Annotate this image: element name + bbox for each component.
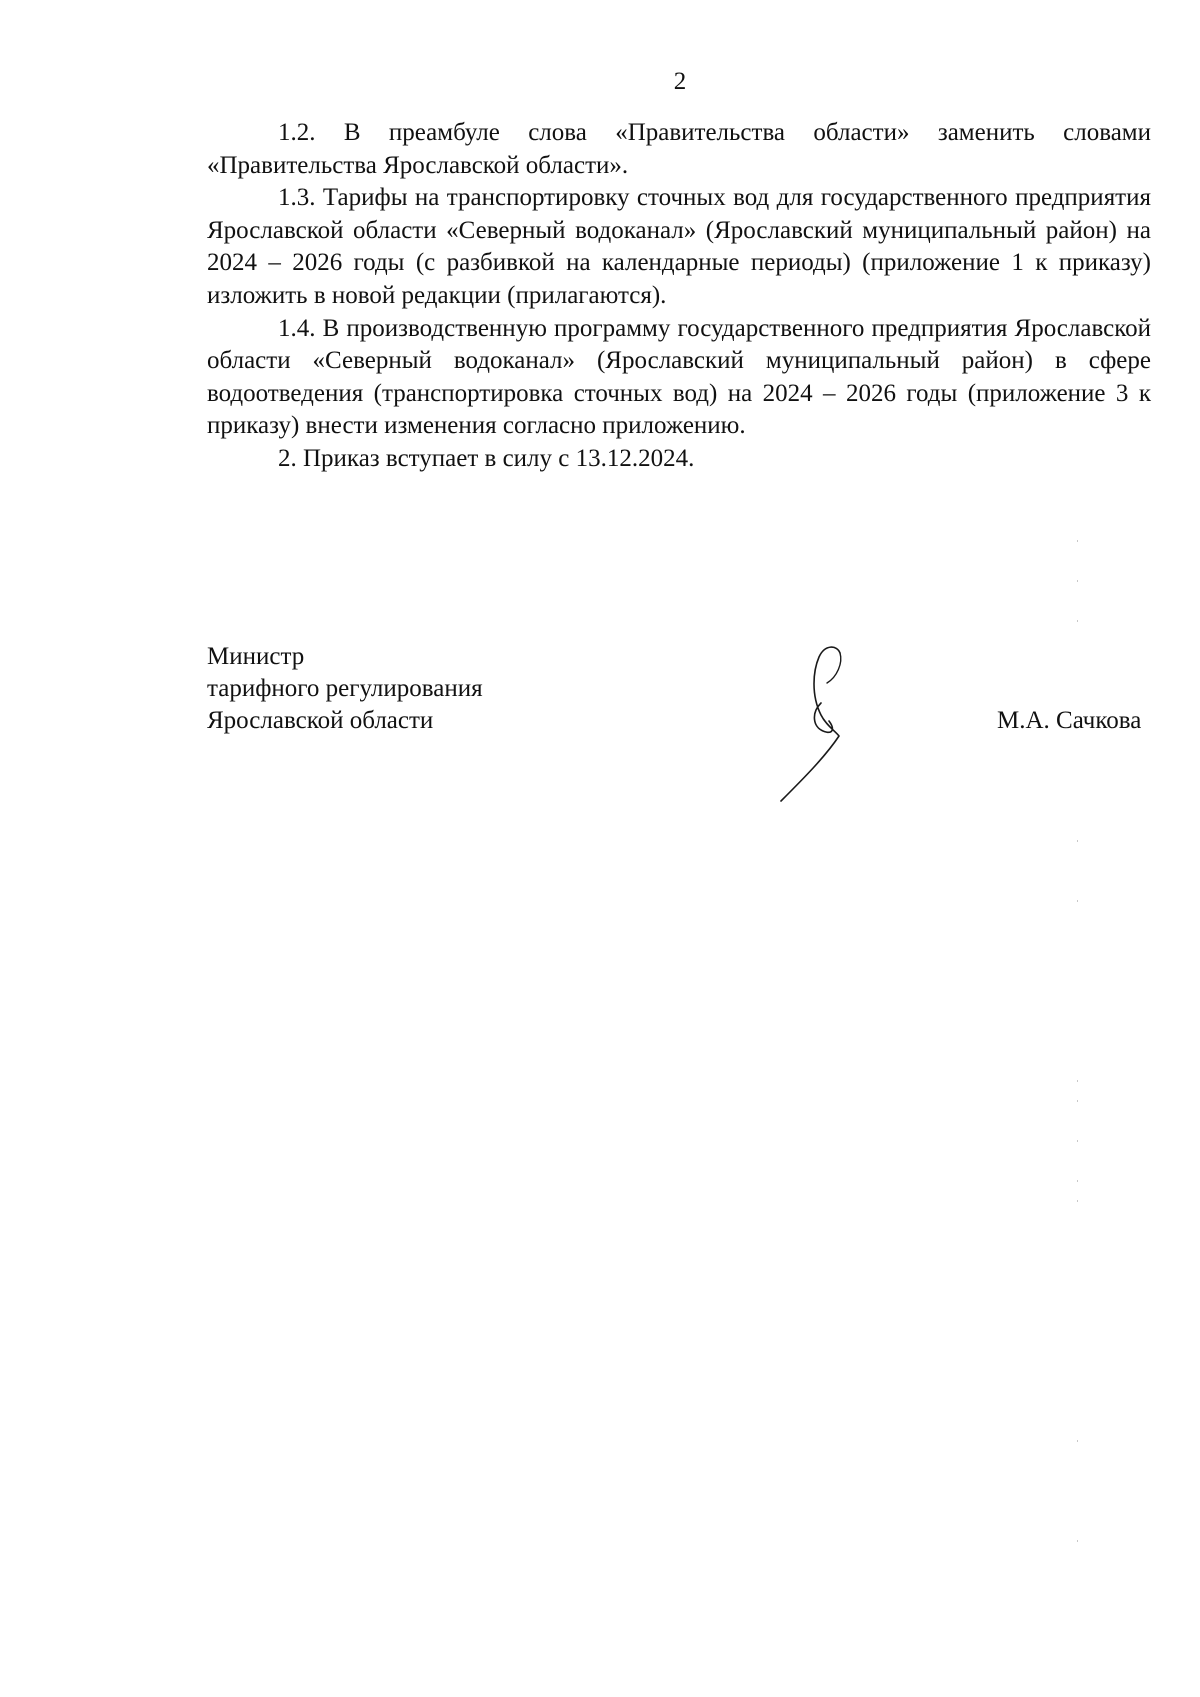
paragraph-2: 2. Приказ вступает в силу с 13.12.2024. xyxy=(278,444,695,472)
handwritten-signature-icon xyxy=(763,641,863,811)
page-number: 2 xyxy=(673,68,687,95)
signer-position xyxy=(207,641,483,737)
signer-position-line-1: Министр xyxy=(207,643,305,670)
document-body xyxy=(207,117,1151,476)
paragraph-1-3: 1.3. Тарифы на транспортировку сточных вод для государственного предприятия Ярославской области «Северный водоканал» (Ярославский муниципальный район) на 2024 – 2026 годы (с разбивкой на календарные периоды) (приложение 1 к приказу) изложить в новой редакции (прилагаются). xyxy=(207,184,1151,309)
paragraph-1-2: 1.2. В преамбуле слова «Правительства области» заменить словами «Правительства Ярославской области». xyxy=(207,119,1151,179)
signer-position-line-3: Ярославской области xyxy=(207,707,434,734)
signer-position-line-2: тарифного регулирования xyxy=(207,675,483,702)
signer-name: М.А. Сачкова xyxy=(997,707,1142,734)
paragraph-1-4: 1.4. В производственную программу государственного предприятия Ярославской области «Северный водоканал» (Ярославский муниципальный район) в сфере водоотведения (транспортировка сточных вод) на 2024 – 2026 годы (приложение 3 к приказу) внести изменения согласно приложению. xyxy=(207,314,1151,440)
scan-noise-dots xyxy=(1076,540,1080,1590)
signature-block xyxy=(207,641,1151,811)
